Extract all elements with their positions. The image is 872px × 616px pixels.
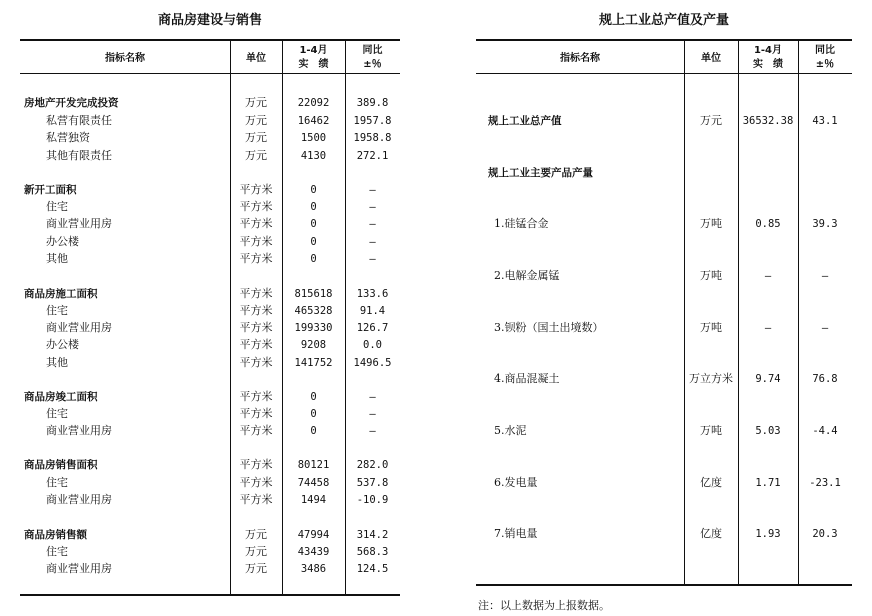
left-row-name: 住宅 [46, 476, 68, 489]
right-row-yoy: — [821, 270, 829, 282]
left-row-unit: 平方米 [239, 424, 273, 437]
left-row-name: 私营独资 [46, 131, 90, 144]
right-row-yoy: 39.3 [812, 218, 838, 230]
right-row-name: 3.钡粉（国土出境数） [494, 321, 604, 334]
left-row-yoy: — [369, 425, 376, 437]
left-row-unit: 平方米 [239, 304, 273, 317]
right-row-actual: 1.71 [755, 477, 781, 489]
right-header-actual-1: 1-4月 [753, 45, 783, 56]
right-row-name: 7.销电量 [494, 527, 538, 540]
left-row-unit: 平方米 [239, 252, 273, 265]
right-header-rule [476, 73, 852, 74]
left-row-actual: 0 [310, 236, 317, 248]
left-header-unit: 单位 [246, 53, 266, 64]
left-row-name: 商业营业用房 [46, 562, 112, 575]
right-row-yoy: 20.3 [812, 528, 838, 540]
left-row-actual: 74458 [297, 477, 330, 489]
left-row-unit: 平方米 [239, 390, 273, 403]
left-row-actual: 0 [310, 184, 317, 196]
right-row-name: 4.商品混凝土 [494, 372, 560, 385]
left-header-actual-1: 1-4月 [299, 45, 328, 56]
right-row-yoy: — [821, 322, 829, 334]
right-bottom-rule [476, 584, 852, 586]
left-row-name: 住宅 [46, 200, 68, 213]
left-row-yoy: 1496.5 [353, 357, 392, 369]
left-row-yoy: — [369, 236, 376, 248]
left-row-actual: 4130 [300, 150, 327, 162]
right-row-yoy: -23.1 [809, 477, 841, 489]
left-row-yoy: 568.3 [356, 546, 389, 558]
left-row-unit: 万元 [245, 149, 267, 162]
left-row-yoy: — [369, 391, 376, 403]
footnote: 注：以上数据为上报数据。 [478, 599, 610, 612]
left-row-actual: 9208 [300, 339, 327, 351]
left-row-yoy: 314.2 [356, 529, 389, 541]
left-row-unit: 平方米 [239, 407, 273, 420]
right-row-name: 2.电解金属锰 [494, 269, 560, 282]
left-row-unit: 平方米 [239, 217, 273, 230]
left-row-name: 商业营业用房 [46, 321, 112, 334]
left-row-name: 办公楼 [46, 235, 79, 248]
left-row-name: 办公楼 [46, 338, 79, 351]
right-row-unit: 万吨 [700, 217, 722, 230]
right-top-rule [476, 39, 852, 41]
left-row-name: 住宅 [46, 304, 68, 317]
left-header-yoy-1: 同比 [362, 45, 383, 56]
left-table-title: 商品房建设与销售 [157, 13, 262, 28]
right-row-unit: 万吨 [700, 269, 722, 282]
right-row-actual: 36532.38 [742, 115, 794, 127]
right-row-actual: — [764, 322, 772, 334]
left-row-yoy: — [369, 408, 376, 420]
left-row-unit: 万元 [245, 131, 267, 144]
left-row-unit: 平方米 [239, 493, 273, 506]
right-row-actual: — [764, 270, 772, 282]
left-row-name: 商品房销售额 [24, 529, 87, 541]
left-row-unit: 万元 [245, 114, 267, 127]
right-row-unit: 万吨 [700, 424, 722, 437]
right-row-name: 规上工业主要产品产量 [488, 167, 593, 179]
left-row-yoy: 91.4 [359, 305, 386, 317]
right-row-actual: 5.03 [755, 425, 781, 437]
left-row-actual: 1500 [300, 132, 327, 144]
right-row-actual: 9.74 [755, 373, 781, 385]
left-row-name: 商品房销售面积 [24, 459, 98, 471]
left-row-yoy: -10.9 [356, 494, 389, 506]
right-row-unit: 万立方米 [689, 372, 733, 385]
left-row-yoy: 126.7 [356, 322, 389, 334]
left-row-actual: 0 [310, 201, 317, 213]
left-row-name: 私营有限责任 [46, 114, 112, 127]
left-row-unit: 平方米 [239, 458, 273, 471]
left-row-name: 住宅 [46, 545, 68, 558]
left-row-actual: 0 [310, 218, 317, 230]
left-row-unit: 平方米 [239, 356, 273, 369]
left-row-unit: 平方米 [239, 235, 273, 248]
right-row-unit: 万吨 [700, 321, 722, 334]
right-row-actual: 0.85 [755, 218, 781, 230]
left-row-actual: 465328 [294, 305, 333, 317]
left-row-actual: 1494 [300, 494, 327, 506]
left-row-unit: 万元 [245, 528, 267, 541]
left-row-name: 商品房施工面积 [24, 288, 98, 300]
left-row-actual: 3486 [300, 563, 327, 575]
left-top-rule [20, 39, 400, 41]
left-row-actual: 199330 [294, 322, 333, 334]
right-row-yoy: 43.1 [812, 115, 838, 127]
right-row-name: 6.发电量 [494, 476, 538, 489]
left-row-name: 新开工面积 [24, 184, 77, 196]
right-table-title: 规上工业总产值及产量 [598, 13, 729, 28]
right-row-unit: 亿度 [700, 527, 722, 540]
left-row-yoy: 0.0 [363, 339, 382, 351]
left-row-actual: 80121 [297, 459, 330, 471]
left-row-name: 商业营业用房 [46, 217, 112, 230]
left-row-yoy: 1957.8 [353, 115, 392, 127]
left-header-yoy-2: ±％ [363, 59, 382, 70]
left-row-actual: 43439 [297, 546, 330, 558]
right-header-unit: 单位 [701, 53, 721, 64]
left-row-name: 其他 [46, 356, 68, 369]
left-row-yoy: 282.0 [356, 459, 389, 471]
left-row-name: 房地产开发完成投资 [24, 97, 119, 109]
left-row-actual: 0 [310, 391, 317, 403]
left-row-yoy: 133.6 [356, 288, 389, 300]
left-row-unit: 平方米 [239, 183, 273, 196]
left-row-unit: 平方米 [239, 476, 273, 489]
left-bottom-rule [20, 594, 400, 596]
left-row-unit: 平方米 [239, 287, 273, 300]
left-row-yoy: 537.8 [356, 477, 389, 489]
right-row-yoy: -4.4 [812, 425, 838, 437]
left-row-yoy: — [369, 253, 376, 265]
left-row-name: 其他有限责任 [46, 149, 112, 162]
left-row-yoy: — [369, 184, 376, 196]
left-row-actual: 22092 [297, 97, 330, 109]
right-header-yoy-2: ±％ [815, 59, 835, 70]
left-row-name: 商品房竣工面积 [24, 391, 98, 403]
left-header-actual-2: 实 绩 [298, 59, 329, 70]
left-row-unit: 平方米 [239, 338, 273, 351]
left-row-yoy: 1958.8 [353, 132, 392, 144]
left-row-unit: 万元 [245, 96, 267, 109]
left-row-actual: 0 [310, 425, 317, 437]
left-row-name: 其他 [46, 252, 68, 265]
right-row-unit: 亿度 [700, 476, 722, 489]
left-row-unit: 平方米 [239, 321, 273, 334]
left-row-unit: 平方米 [239, 200, 273, 213]
left-row-name: 住宅 [46, 407, 68, 420]
right-header-yoy-1: 同比 [815, 45, 835, 56]
left-row-name: 商业营业用房 [46, 493, 112, 506]
right-row-name: 规上工业总产值 [488, 115, 562, 127]
left-header-name: 指标名称 [105, 53, 145, 64]
left-row-yoy: — [369, 201, 376, 213]
left-header-rule [20, 73, 400, 74]
left-row-actual: 141752 [294, 357, 333, 369]
left-row-unit: 万元 [245, 562, 267, 575]
left-row-actual: 16462 [297, 115, 330, 127]
left-row-name: 商业营业用房 [46, 424, 112, 437]
right-row-unit: 万元 [700, 114, 722, 127]
right-row-name: 1.硅锰合金 [494, 217, 549, 230]
left-row-actual: 0 [310, 253, 317, 265]
left-row-yoy: 389.8 [356, 97, 389, 109]
right-row-actual: 1.93 [755, 528, 781, 540]
left-row-yoy: 272.1 [356, 150, 389, 162]
left-row-actual: 47994 [297, 529, 330, 541]
right-row-yoy: 76.8 [812, 373, 838, 385]
left-row-yoy: 124.5 [356, 563, 389, 575]
left-row-actual: 0 [310, 408, 317, 420]
right-header-actual-2: 实 绩 [753, 59, 783, 70]
right-row-name: 5.水泥 [494, 424, 527, 437]
left-row-actual: 815618 [294, 288, 333, 300]
right-header-name: 指标名称 [560, 53, 600, 64]
left-row-yoy: — [369, 218, 376, 230]
left-row-unit: 万元 [245, 545, 267, 558]
